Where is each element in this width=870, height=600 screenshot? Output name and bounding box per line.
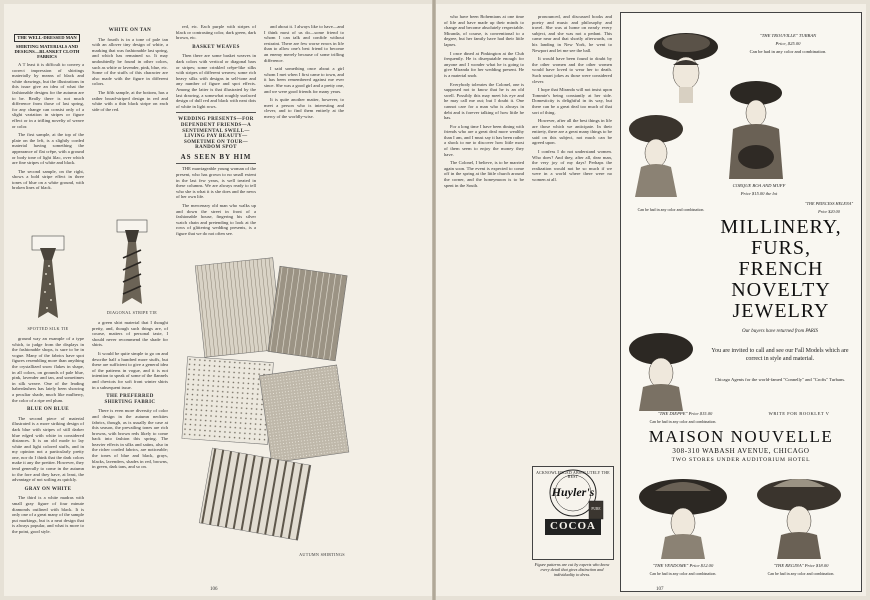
paragraph: Everybody tolerates the Colonel, one is supposed not to know that he is an old swell. Possibly this may meet his eye and he may call me out; but I doubt it. One cannot care for a man who is always in debt and is forever talking of how little he has. [444, 81, 524, 121]
figure-caption: SPOTTED SILK TIE [27, 326, 69, 331]
boa-and-muff-illustration [721, 75, 791, 181]
vendome-price: Price $12.00 [689, 563, 714, 568]
paragraph: It would have been found to doubt by the other women and the other women would have loved to wear her to death. Such smart jokes as those were considered clever. [532, 56, 612, 84]
subhead: BLUE ON BLUE [26, 407, 70, 413]
cocoa-tag: PURE [591, 507, 601, 511]
dieppe-title-price [625, 411, 745, 416]
paragraph: The third is a white madras with small gray figure of four minute diamonds outlined with black. It is only one of a great many of the sample put markings, but is a neat design that is always popular, and what is more to the point, good style. [12, 495, 84, 534]
left-page [4, 4, 432, 596]
masthead: THE WELL-DRESSED MAN [14, 34, 80, 42]
paragraph: A T least it is difficult to convey a correct impression of shirtings materially by means of black and white drawings, but the illustrations in this issue give an idea of what the fashionable designs for the autumn are to be. Really there is not much difference from those of last spring, for any change can consist only of a slight variation in stripes or figure effect or in a trifling novelty of weave or color. [12, 62, 84, 129]
paragraph: The first sample, at the top of the plate on the left, is a slightly corded material having something the appearance of flat crêpe, with a ground or body tone of light lilac, over which are fine stripes of white and black. [12, 132, 84, 166]
princess-helena-illustration [627, 109, 685, 199]
invitation-text: You are invited to call and see our Fall Models which are correct in style and material. [711, 348, 849, 362]
paragraph: and about it. I always like to have—and I think most of us do—some friend to whom I can talk and confide without restraint. There are few worse errors in life than to allow one's best friend to become an enemy merely because of some trifling difference. [264, 24, 344, 63]
turban-note: Can be had in any color and combination. [749, 49, 827, 54]
article-column-1 [12, 62, 84, 227]
paragraph: The Colonel, I believe, is to be married again soon. The event is expected to come off in the spring at the little church around the corner, and the honeymoon is to be spent in the South. [444, 160, 524, 188]
subhead: BASKET WEAVES [192, 44, 240, 50]
paragraph: There is even more diversity of color and design in the autumn neckties fabrics, though, as is usually the case at this season, the prevailing tones are rich browns, with brown reds likely to come back into fashion this spring. The heavier effects in silks and satins, also in the richer corded fabrics, are noticeable; the tones of blue and black, grays, blacks, lavenders, shades in red, browns, in green, dark tans, and so on. [92, 408, 168, 470]
dieppe-price: Price $15.00 [688, 411, 713, 416]
paragraph: The fifth sample, at the bottom, has a rather broad-striped design in red and white with a thin black stripe on each side of the red. [92, 89, 168, 112]
paragraph: The second piece of material illustrated is a more striking design of dark blue with stripes of still darker blue edged with white in considered distances. It is an old mode to lay white and light colored stuffs, and in my opinion not a particularly pretty one, nor do I think that the dark colors make it any the prettier. However, they tend generally to come in the autumn to the fore and they have, at least, the advantage of not soiling as quickly. [12, 415, 84, 483]
vendome-title-price [625, 563, 741, 568]
subhead: THE PREFERRED SHIRTING FABRIC [104, 394, 156, 405]
paragraph: ground way an example of a type which, to judge from the displays in the fashionable shops, is sure to be in vogue. Many of the fabrics have spot figures resembling more than anything the crystallized snow flakes in shape, in all colors, on grounds of pale blue, pink, lavender and tan, and sometimes in silk weave. One of the leading haberdashers has lately been showing a peculiar shade, much like mulberry, the color of a ripe red plum. [12, 336, 84, 403]
diagonal-tie-illustration [114, 218, 150, 308]
regina-title-price [743, 563, 859, 568]
article-column-6 [532, 14, 612, 462]
vendome-note: Can be had in any color and combination. [649, 571, 717, 576]
headline-line: FRENCH [738, 258, 824, 280]
paragraph: I hope that Miranda will not insist upon Tommie's being constantly at her side. Domesticity is delightful in its way, but there can be a great deal too much of that sort of thing. [532, 87, 612, 115]
regina-hat-illustration [751, 473, 847, 559]
helena-price: Price $20.00 [818, 209, 840, 214]
vendome-title: "THE VENDOME" [652, 563, 689, 568]
spotted-tie-illustration [30, 234, 66, 322]
headline-line: MILLINERY, [720, 216, 842, 238]
dieppe-title: "THE DIEPPE" [657, 411, 688, 416]
headline-line: JEWELRY [732, 300, 830, 322]
article-column-2 [92, 24, 168, 224]
paragraph: I once dined at Pinkington at the Club frequently. He is disreputable enough for anyone and I wonder what he is going to give Miranda for her wedding present. He is a material snob. [444, 50, 524, 78]
subhead: WEDDING PRESENTS—FOR DEPENDENT FRIENDS—A SENTIMENTAL SWELL—LIVING PAY BEAUTY—SOMETIME ON TOUR—RANDOM SPOT [178, 117, 254, 151]
paragraph: a green shirt material that I thought pretty, and, though such things are, of course, matters of personal taste, I should never recommend the shade for shirts. [92, 320, 168, 348]
dieppe-note: Can be had in any color and combination. [649, 419, 717, 424]
article-column-4 [264, 24, 344, 230]
paragraph: pronounced, and discussed books and poetry and music and philosophy and travel. She was at home on nearly every subject, and she was not a pedant. This came near and that shortly afterwards, on his landing in New York, he went to Newport and let me see the ball. [532, 14, 612, 53]
article-column-3-tail [176, 562, 344, 588]
regina-price: Price $18.00 [804, 563, 829, 568]
store-locations: TWO STORES UNDER AUDITORIUM HOTEL [671, 457, 811, 463]
muff-title: CORQUE BOA AND MUFF [732, 183, 786, 188]
divider [176, 163, 256, 164]
fashion-caption: Figure patterns are cut by experts who know every detail that gives distinction and individuality to dress. [534, 562, 610, 577]
article-column-5 [444, 14, 524, 592]
subhead: GRAY ON WHITE [24, 486, 72, 492]
right-page [436, 4, 866, 596]
dieppe-hat-illustration [627, 325, 695, 411]
figure-caption: DIAGONAL STRIPE TIE [106, 310, 158, 315]
cocoa-advertisement [532, 466, 614, 560]
page-number: 107 [656, 587, 664, 592]
autumn-shirtings-plate [174, 250, 350, 548]
paragraph: who have been Bohemians at one time of life and have made up their minds to change and become absolutely respectable. Miranda, of course, is conventional to a degree, but her family have had their little lapses. [444, 14, 524, 47]
turban-title: "THE TROUVILLE" TURBAN [759, 33, 817, 38]
paragraph: The mercenary old man who walks up and down the street in front of a fashionable house, fingering his silver watch chain and pretending to look at the rows of glittering wedding presents, is a figure that we do not often see. [176, 203, 256, 236]
agents-text: Chicago Agents for the world-famed "Connelly" and "Crofts" Turbans. [714, 377, 846, 382]
cocoa-label: COCOA [550, 520, 596, 532]
paragraph: However, after all the best things in life are those which we anticipate. In their entirety, there are a great many things to be said on this subject, not much can be agreed upon. [532, 118, 612, 146]
headline-line: FURS, [750, 237, 812, 259]
store-name: MAISON NOUVELLE [648, 427, 834, 446]
cocoa-badge-text: ACKNOWLEDGED ABSOLUTELY THE BEST [536, 471, 610, 479]
paragraph: I confess I do not understand women. Who does? And they, after all, dear man, the very joy of my days! Perhaps the realization would not be so much if we were in a world where there were no women at all. [532, 149, 612, 183]
divider [176, 112, 256, 113]
headline [701, 217, 861, 322]
article-column-1b [12, 336, 84, 588]
turban-price: Price, $25.00 [775, 41, 801, 46]
helena-note: Can be had in any color and combination. [637, 207, 705, 212]
vendome-hat-illustration [635, 473, 731, 559]
headline-line: NOVELTY [731, 279, 831, 301]
turban-hat-illustration [651, 25, 721, 105]
paragraph: It is quite another matter, however, to meet a person who is interesting and clever, and to find them entirely at the mercy of the worldly-wise. [264, 97, 344, 119]
regina-note: Can be had in any color and combination. [767, 571, 835, 576]
paragraph: Then there are some basket weaves in dark colors with vertical or diagonal bars or stripes; some crinkled crêpe-like silks with stripes of different weaves; some rich heavy silks with designs in self-tone and any number of figure and spot effects. Among the latter is that illustrated by the last drawing, a somewhat roughly surfaced design of dull red and black with neat dots of white in light rows. [176, 53, 256, 109]
section-title: SHIRTING MATERIALS AND DESIGNS—BLANKET CLOTH FABRICS [14, 44, 80, 59]
article-column-2b [92, 320, 168, 588]
paragraph: The second sample, on the right, shows a bold stripe effect in three tones of blue on a white ground, with broken lines of black. [12, 168, 84, 191]
booklet-link[interactable]: WRITE FOR BOOKLET V [768, 411, 830, 416]
paragraph: I said something once about a girl whom I met when I first came to town, and it has been remembered against me ever since. She was a good girl and a pretty one, and we were good friends for many years. [264, 66, 344, 94]
article-column-3 [176, 24, 256, 236]
page-number: 106 [210, 587, 218, 592]
paragraph: The fourth is in a tone of pale tan with an allover tiny design of white, a marking that was fashionable last spring, and which has remained so. It may undoubtedly be found in other colors, such as white or lavender, pink, blue, etc. Some of the stuffs of this character are also made with the figure in different colors. [92, 36, 168, 87]
store-address: 308-310 WABASH AVENUE, CHICAGO [672, 447, 810, 455]
regina-title: "THE REGINA" [773, 563, 804, 568]
figure-caption: AUTUMN SHIRTINGS [299, 552, 345, 557]
column-title: AS SEEN BY HIM [180, 152, 252, 161]
maison-nouvelle-advertisement [620, 12, 862, 592]
paragraph: For a long time I have been dining with friends who are a great deal more wealthy than I am, and I must say it has been rather a shock to me to discover how little most of them seem to enjoy the money they have. [444, 123, 524, 157]
huylers-logo: Huyler's [551, 485, 595, 499]
buyers-notice: Our buyers have returned from PARIS [741, 329, 819, 334]
paragraph: THE marriageable young woman of the present, who has grown to no small extent in the last few years, is well treated in these columns. We are always ready to tell who she is what it is she does and the news of her own life. [176, 166, 256, 200]
helena-title: "THE PRINCESS HELENA" [804, 201, 854, 206]
paragraph: It would be quite simple to go on and describe half a hundred more stuffs, but these are sufficient to give a general idea of the patterns in vogue, and it is not intention to speak of some of the flannels and cheviots for soft front winter shirts in a subsequent issue. [92, 350, 168, 390]
muff-price: Price $15.00 the lot [740, 191, 778, 196]
paragraph: red, etc. Each purple with stripes of black or contrasting color, dark green, dark brown, etc. [176, 24, 256, 41]
subhead: WHITE ON TAN [108, 28, 152, 33]
